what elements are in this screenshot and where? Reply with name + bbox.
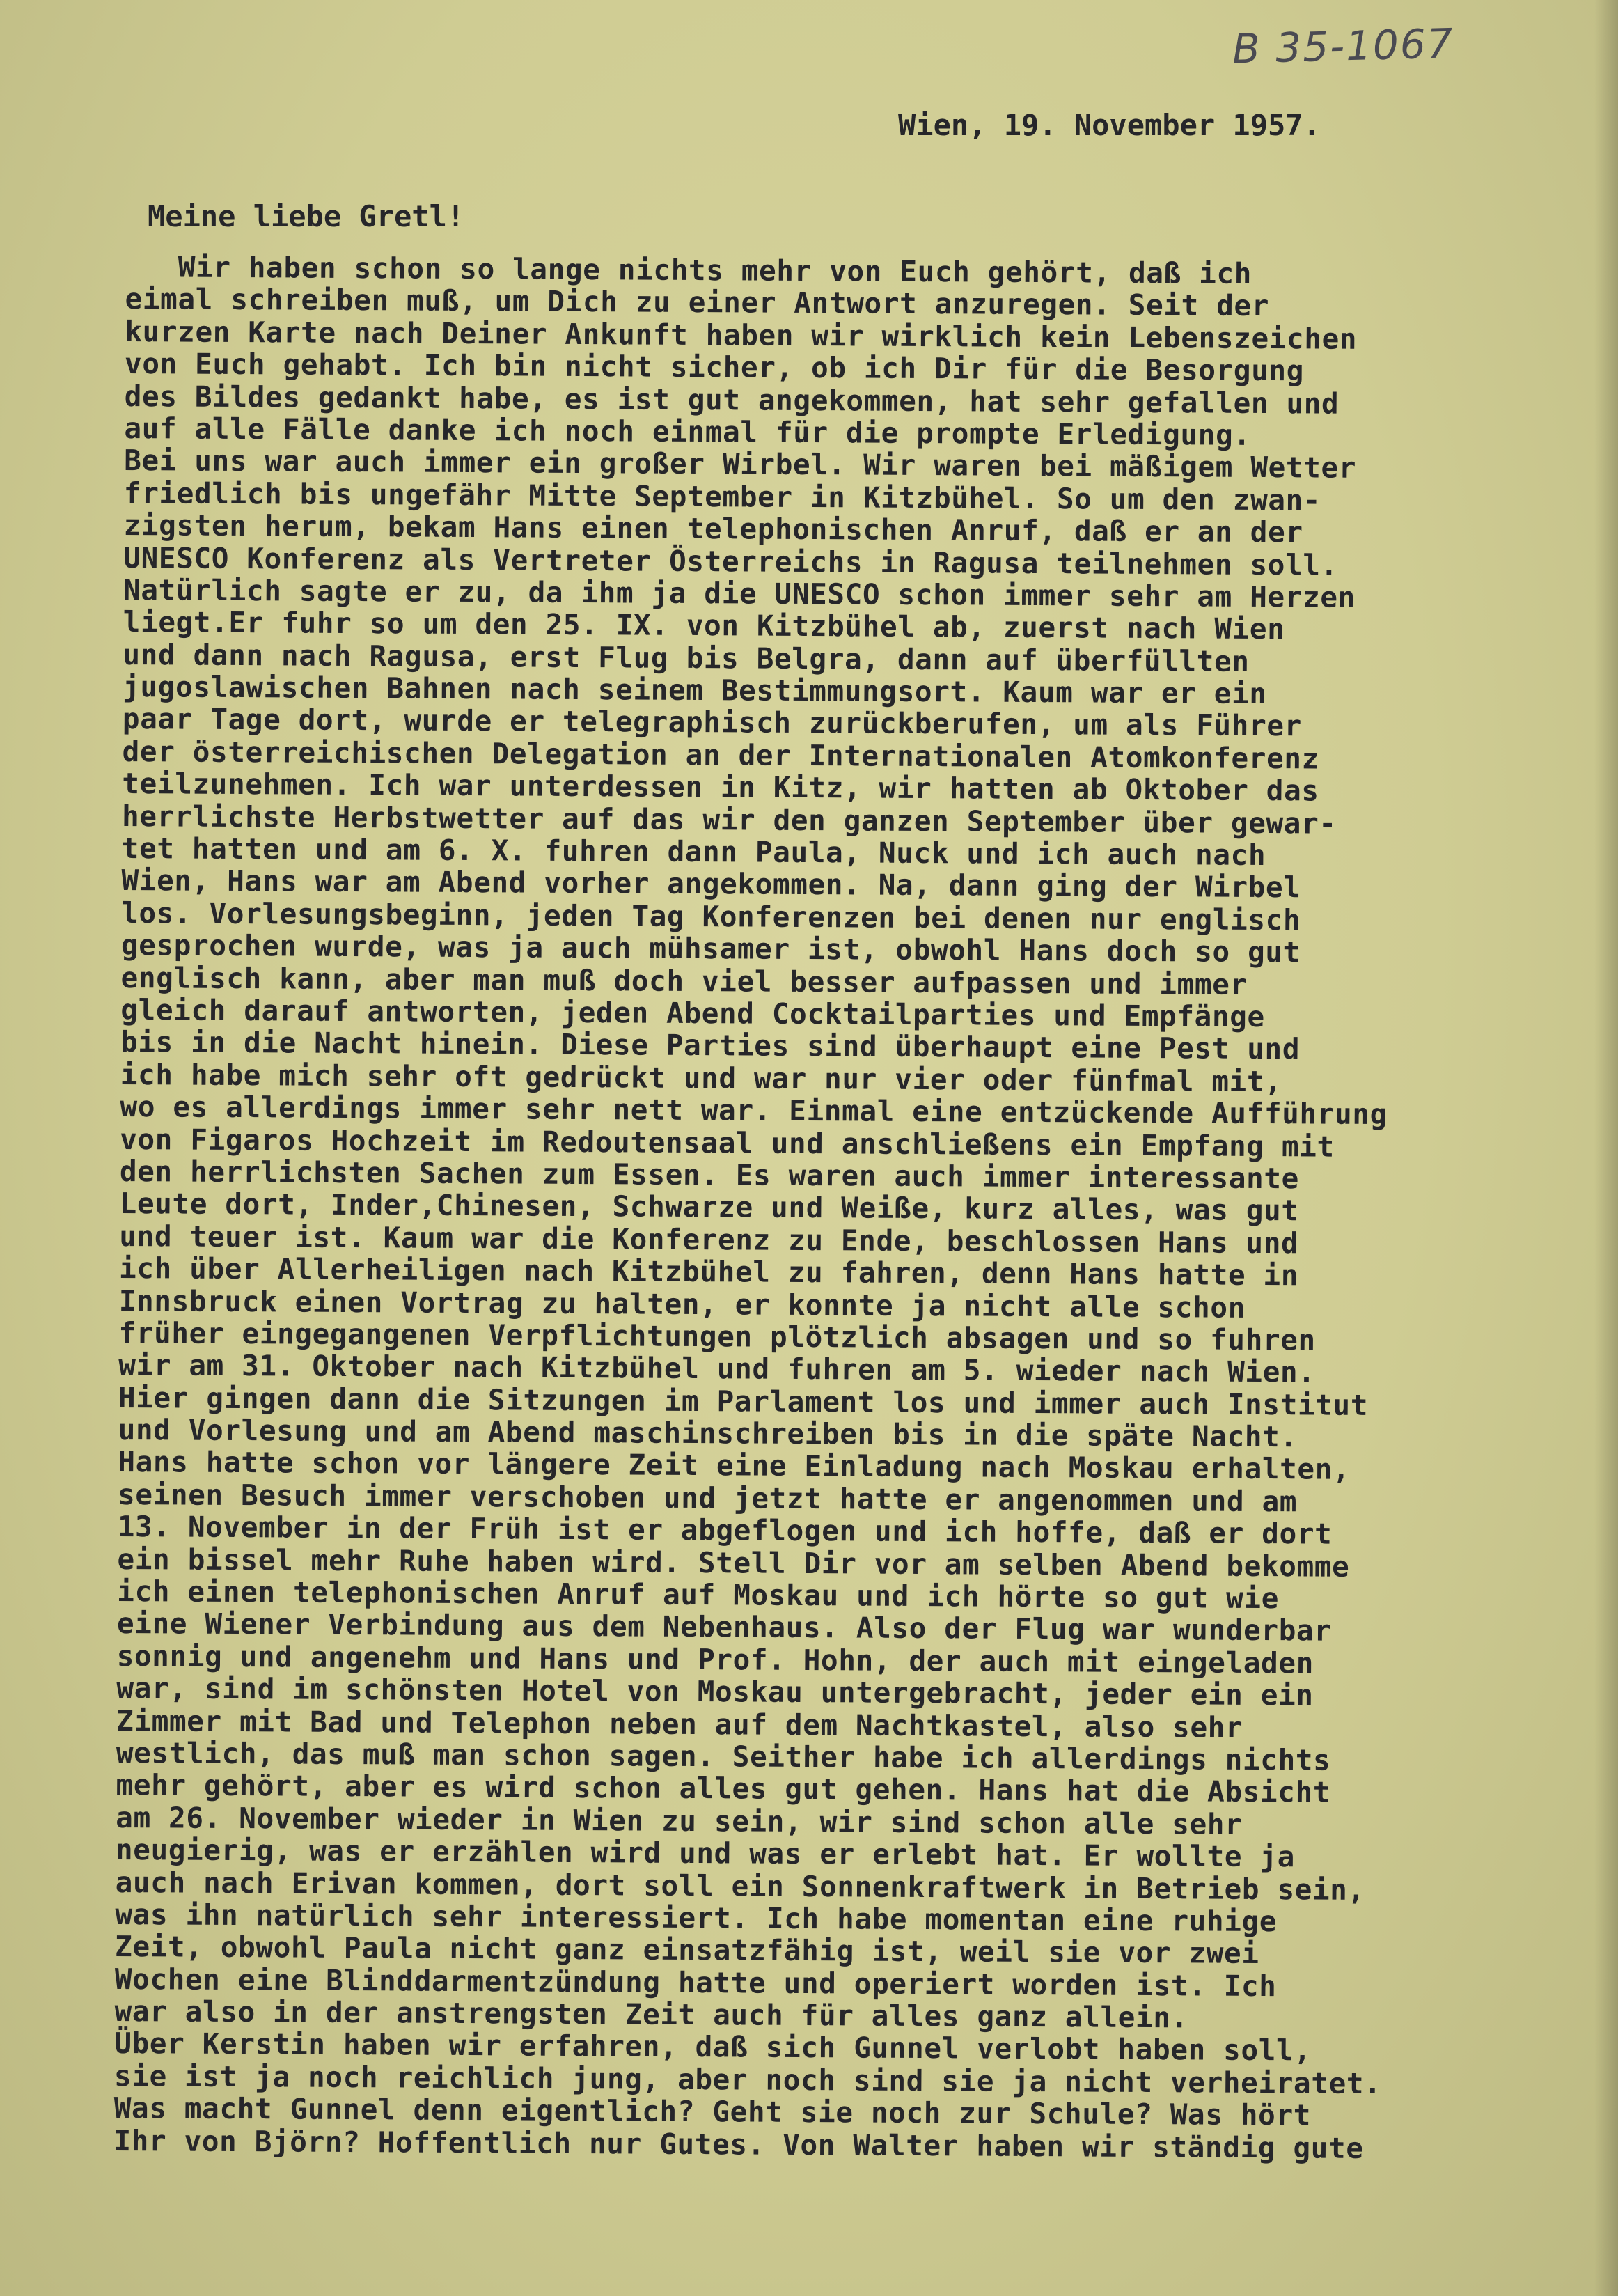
letter-line: mehr gehört, aber es wird schon alles gut gehen. Hans hat die Absicht [116, 1768, 1331, 1809]
letter-line: Bei uns war auch immer ein großer Wirbel. Wir waren bei mäßigem Wetter [124, 444, 1357, 485]
letter-line: früher eingegangenen Verpflichtungen plötzlich absagen und so fuhren [118, 1315, 1316, 1357]
letter-line: Leute dort, Inder,Chinesen, Schwarze und Weiße, kurz alles, was gut [119, 1187, 1299, 1228]
letter-line: paar Tage dort, wurde er telegraphisch zurückberufen, um als Führer [122, 702, 1303, 743]
letter-line: des Bildes gedankt habe, es ist gut angekommen, hat sehr gefallen und [124, 379, 1340, 421]
letter-line: zigsten herum, bekam Hans einen telephonischen Anruf, daß er an der [123, 508, 1303, 549]
letter-line: und Vorlesung und am Abend maschinschreiben bis in die späte Nacht. [118, 1413, 1298, 1454]
letter-line: herrlichste Herbstwetter auf das wir den ganzen September über gewar- [121, 799, 1337, 841]
letter-line: war, sind im schönsten Hotel von Moskau untergebracht, jeder ein ein [116, 1671, 1314, 1712]
letter-line: ein bissel mehr Ruhe haben wird. Stell Dir vor am selben Abend bekomme [117, 1542, 1350, 1584]
letter-line: wo es allerdings immer sehr nett war. Einmal eine entzückende Aufführung [120, 1090, 1388, 1132]
letter-line: war also in der anstrengsten Zeit auch für alles ganz allein. [114, 1994, 1189, 2035]
letter-line: Zeit, obwohl Paula nicht ganz einsatzfähig ist, weil sie vor zwei [114, 1930, 1259, 1971]
dateline: Wien, 19. November 1957. [898, 108, 1321, 142]
letter-line: teilzunehmen. Ich war unterdessen in Kitz, wir hatten ab Oktober das [122, 767, 1319, 808]
letter-line: Wir haben schon so lange nichts mehr von Euch gehört, daß ich [125, 250, 1252, 290]
letter-line: gesprochen wurde, was ja auch mühsamer ist, obwohl Hans doch so gut [120, 928, 1301, 969]
letter-line: 13. November in der Früh ist er abgeflogen und ich hoffe, daß er dort [117, 1510, 1333, 1551]
letter-line: liegt.Er fuhr so um den 25. IX. von Kitzbühel ab, zuerst nach Wien [123, 605, 1285, 646]
letter-line: Wien, Hans war am Abend vorher angekommen. Na, dann ging der Wirbel [121, 864, 1301, 905]
letter-line: sie ist ja noch reichlich jung, aber noch sind sie ja nicht verheiratet. [113, 2059, 1382, 2100]
archive-id-handwritten: B 35-1067 [1232, 19, 1455, 73]
letter-line: am 26. November wieder in Wien zu sein, wir sind schon alle sehr [116, 1800, 1243, 1841]
letter-line: gleich darauf antworten, jeden Abend Cocktailparties und Empfänge [120, 992, 1265, 1034]
letter-line: seinen Besuch immer verschoben und jetzt hatte er angenommen und am [117, 1477, 1298, 1519]
letter-line: Zimmer mit Bad und Telephon neben auf dem Nachtkastel, also sehr [116, 1703, 1243, 1744]
letter-line: und teuer ist. Kaum war die Konferenz zu Ende, beschlossen Hans und [119, 1219, 1299, 1260]
letter-line: von Figaros Hochzeit im Redoutensaal und anschließens ein Empfang mit [120, 1122, 1335, 1164]
letter-line: Hier gingen dann die Sitzungen im Parlament los und immer auch Institut [118, 1380, 1369, 1422]
letter-line: Wochen eine Blinddarmentzündung hatte und operiert worden ist. Ich [114, 1962, 1277, 2003]
letter-line: los. Vorlesungsbeginn, jeden Tag Konferenzen bei denen nur englisch [121, 896, 1301, 937]
letter-line: Was macht Gunnel denn eigentlich? Geht sie noch zur Schule? Was hört [113, 2091, 1312, 2132]
letter-body [113, 251, 1594, 2293]
letter-line: neugierig, was er erzählen wird und was er erlebt hat. Er wollte ja [115, 1833, 1296, 1874]
letter-line: ich habe mich sehr oft gedrückt und war nur vier oder fünfmal mit, [120, 1057, 1282, 1098]
letter-line: UNESCO Konferenz als Vertreter Österreichs in Ragusa teilnehmen soll. [123, 540, 1339, 582]
letter-line: ich einen telephonischen Anruf auf Moskau und ich hörte so gut wie [117, 1574, 1280, 1616]
letter-line: von Euch gehabt. Ich bin nicht sicher, ob ich Dir für die Besorgung [124, 347, 1305, 388]
letter-line: den herrlichsten Sachen zum Essen. Es waren auch immer interessante [119, 1154, 1300, 1196]
letter-line: kurzen Karte nach Deiner Ankunft haben wir wirklich kein Lebenszeichen [125, 314, 1358, 356]
letter-line: Über Kerstin haben wir erfahren, daß sich Gunnel verlobt haben soll, [114, 2026, 1312, 2068]
letter-line: Ihr von Björn? Hoffentlich nur Gutes. Von Walter haben wir ständig gute [113, 2123, 1364, 2165]
letter-line: jugoslawischen Bahnen nach seinem Bestimmungsort. Kaum war er ein [123, 670, 1267, 711]
letter-line: eine Wiener Verbindung aus dem Nebenhaus. Also der Flug war wunderbar [116, 1607, 1332, 1648]
letter-line: Hans hatte schon vor längere Zeit eine Einladung nach Moskau erhalten, [118, 1445, 1351, 1487]
letter-line: wir am 31. Oktober nach Kitzbühel und fuhren am 5. wieder nach Wien. [118, 1348, 1316, 1389]
letter-line: der österreichischen Delegation an der Internationalen Atomkonferenz [122, 734, 1320, 776]
letter-line: westlich, das muß man schon sagen. Seither habe ich allerdings nichts [116, 1735, 1331, 1777]
letter-line: ich über Allerheiligen nach Kitzbühel zu fahren, denn Hans hatte in [118, 1251, 1299, 1293]
letter-line: sonnig und angenehm und Hans und Prof. Hohn, der auch mit eingeladen [116, 1639, 1314, 1680]
letter-line: auf alle Fälle danke ich noch einmal für die prompte Erledigung. [124, 411, 1251, 452]
letter-line: tet hatten und am 6. X. fuhren dann Paula, Nuck und ich auch nach [121, 831, 1266, 873]
letter-line: was ihn natürlich sehr interessiert. Ich habe momentan eine ruhige [115, 1897, 1278, 1939]
letter-line: auch nach Erivan kommen, dort soll ein Sonnenkraftwerk in Betrieb sein, [115, 1865, 1365, 1907]
letter-line: eimal schreiben muß, um Dich zu einer Antwort anzuregen. Seit der [125, 282, 1270, 323]
letter-line: friedlich bis ungefähr Mitte September in Kitzbühel. So um den zwan- [123, 476, 1321, 517]
letter-line: Innsbruck einen Vortrag zu halten, er konnte ja nicht alle schon [118, 1283, 1246, 1325]
letter-line: englisch kann, aber man muß doch viel besser aufpassen und immer [120, 960, 1248, 1001]
salutation: Meine liebe Gretl! [148, 199, 465, 233]
letter-line: bis in die Nacht hinein. Diese Parties sind überhaupt eine Pest und [120, 1025, 1301, 1066]
letter-line: Natürlich sagte er zu, da ihm ja die UNESCO schon immer sehr am Herzen [123, 572, 1356, 614]
letter-line: und dann nach Ragusa, erst Flug bis Belgra, dann auf überfüllten [123, 637, 1250, 678]
